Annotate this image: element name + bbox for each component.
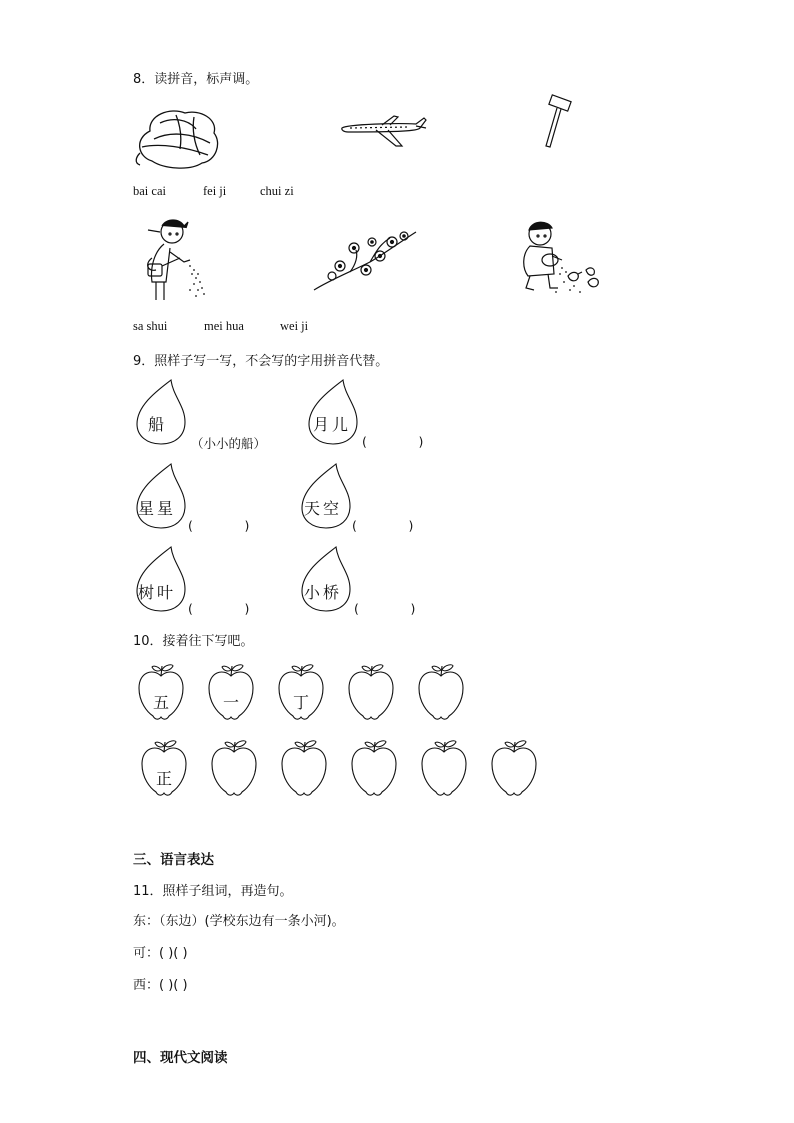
airplane-icon [338,112,428,152]
apple-shape [348,738,400,800]
q11-example: 东：（东边）(学校东边有一条小河)。 [133,914,345,929]
pinyin-sa-shui: sa shui [133,319,168,333]
pinyin-fei-ji: fei ji [203,184,227,198]
drop-answer-blank[interactable]: ( ) [352,518,414,533]
plum-blossom-icon [310,222,420,294]
q9-title: 9．照样子写一写，不会写的字用拼音代替。 [133,354,389,369]
apple-shape [488,738,540,800]
drop-answer: （小小的船） [191,436,267,451]
apple-character: 正 [156,769,173,788]
drop-word: 天空 [304,499,343,518]
pinyin-mei-hua: mei hua [204,319,244,333]
drop-word: 小桥 [304,583,343,602]
pinyin-wei-ji: wei ji [280,319,309,333]
drop-answer-blank[interactable]: ( ) [362,434,424,449]
girl-watering-icon [130,212,215,304]
drop-word: 月儿 [313,415,352,434]
apple-shape [278,738,330,800]
apple-shape [345,662,397,724]
hammer-icon [536,96,576,152]
apple-shape [418,738,470,800]
pinyin-chui-zi: chui zi [260,184,294,198]
apple-character: 五 [153,693,170,712]
q11-title: 11．照样子组词，再造句。 [133,884,293,899]
section-3-heading: 三、语言表达 [133,852,214,868]
drop-answer-blank[interactable]: ( ) [188,601,250,616]
q8-title: 8．读拼音，标声调。 [133,72,259,87]
q11-line-ke[interactable]: 可：( )( ) [133,946,188,961]
apple-character: 一 [223,693,240,712]
drop-answer-blank[interactable]: ( ) [354,601,416,616]
q10-title: 10．接着往下写吧。 [133,634,254,649]
pinyin-bai-cai: bai cai [133,184,166,198]
drop-word: 星星 [138,499,177,518]
cabbage-icon [130,103,225,173]
apple-character: 丁 [293,693,310,712]
drop-word: 树叶 [138,583,177,602]
drop-answer-blank[interactable]: ( ) [188,518,250,533]
section-4-heading: 四、现代文阅读 [133,1050,228,1066]
drop-word: 船 [148,415,168,434]
apple-shape [208,738,260,800]
boy-feeding-chicks-icon [516,212,608,302]
apple-shape [415,662,467,724]
q11-line-xi[interactable]: 西：( )( ) [133,978,188,993]
